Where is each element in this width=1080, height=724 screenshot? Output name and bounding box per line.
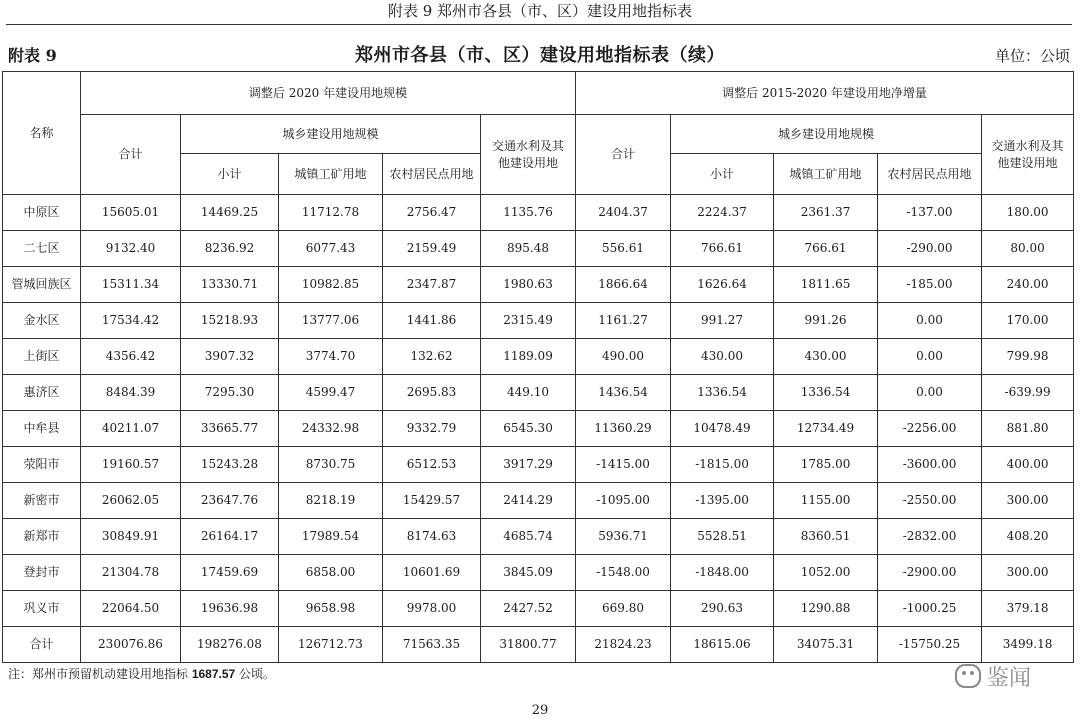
row-name: 二七区 bbox=[3, 231, 81, 267]
header-rural-residential-increase: 农村居民点用地 bbox=[878, 154, 982, 195]
footnote-suffix: 公顷。 bbox=[235, 667, 276, 681]
table-row bbox=[3, 519, 1074, 555]
land-index-table bbox=[2, 71, 1074, 663]
table-title: 郑州市各县（市、区）建设用地指标表（续） bbox=[355, 45, 725, 66]
header-transport-2020: 交通水利及其他建设用地 bbox=[481, 115, 576, 195]
cell-value: 26164.17 bbox=[181, 519, 279, 555]
header-town-mining-2020: 城镇工矿用地 bbox=[279, 154, 383, 195]
header-town-mining-increase: 城镇工矿用地 bbox=[774, 154, 878, 195]
cell-value: 15243.28 bbox=[181, 447, 279, 483]
cell-value: 22064.50 bbox=[81, 591, 181, 627]
cell-value: 881.80 bbox=[982, 411, 1074, 447]
row-name: 上街区 bbox=[3, 339, 81, 375]
cell-value: 1866.64 bbox=[576, 267, 671, 303]
cell-value: 9132.40 bbox=[81, 231, 181, 267]
cell-value: 71563.35 bbox=[383, 627, 481, 663]
cell-value: 1336.54 bbox=[774, 375, 878, 411]
cell-value: -2256.00 bbox=[878, 411, 982, 447]
cell-value: 13777.06 bbox=[279, 303, 383, 339]
cell-value: -1548.00 bbox=[576, 555, 671, 591]
header-transport-increase: 交通水利及其他建设用地 bbox=[982, 115, 1074, 195]
unit-label: 单位：公顷 bbox=[994, 47, 1070, 65]
cell-value: 1785.00 bbox=[774, 447, 878, 483]
cell-value: 1135.76 bbox=[481, 195, 576, 231]
cell-value: 30849.91 bbox=[81, 519, 181, 555]
cell-value: 40211.07 bbox=[81, 411, 181, 447]
watermark-text: 鉴闻 bbox=[987, 666, 1032, 691]
row-name: 管城回族区 bbox=[3, 267, 81, 303]
table-row bbox=[3, 627, 1074, 663]
cell-value: 132.62 bbox=[383, 339, 481, 375]
cell-value: 17534.42 bbox=[81, 303, 181, 339]
cell-value: 9978.00 bbox=[383, 591, 481, 627]
cell-value: 18615.06 bbox=[671, 627, 774, 663]
cell-value: 8730.75 bbox=[279, 447, 383, 483]
table-label: 附表 9 bbox=[8, 46, 57, 65]
header-subtotal-increase: 小计 bbox=[671, 154, 774, 195]
cell-value: 400.00 bbox=[982, 447, 1074, 483]
cell-value: -290.00 bbox=[878, 231, 982, 267]
cell-value: 24332.98 bbox=[279, 411, 383, 447]
cell-value: 31800.77 bbox=[481, 627, 576, 663]
cell-value: 4356.42 bbox=[81, 339, 181, 375]
cell-value: 1436.54 bbox=[576, 375, 671, 411]
cell-value: -1415.00 bbox=[576, 447, 671, 483]
cell-value: 0.00 bbox=[878, 339, 982, 375]
cell-value: 8174.63 bbox=[383, 519, 481, 555]
cell-value: 1161.27 bbox=[576, 303, 671, 339]
cell-value: 1626.64 bbox=[671, 267, 774, 303]
title-row bbox=[0, 44, 1080, 70]
cell-value: -3600.00 bbox=[878, 447, 982, 483]
watermark bbox=[955, 664, 1031, 690]
cell-value: 80.00 bbox=[982, 231, 1074, 267]
cell-value: 1189.09 bbox=[481, 339, 576, 375]
cell-value: 19160.57 bbox=[81, 447, 181, 483]
table-row bbox=[3, 195, 1074, 231]
cell-value: 379.18 bbox=[982, 591, 1074, 627]
cell-value: 6858.00 bbox=[279, 555, 383, 591]
row-name: 中原区 bbox=[3, 195, 81, 231]
header-subtotal-2020: 小计 bbox=[181, 154, 279, 195]
header-urban-rural-increase: 城乡建设用地规模 bbox=[671, 115, 982, 154]
cell-value: 556.61 bbox=[576, 231, 671, 267]
cell-value: -2900.00 bbox=[878, 555, 982, 591]
cell-value: 9658.98 bbox=[279, 591, 383, 627]
cell-value: 17459.69 bbox=[181, 555, 279, 591]
cell-value: 2347.87 bbox=[383, 267, 481, 303]
header-group-increase: 调整后 2015-2020 年建设用地净增量 bbox=[576, 72, 1074, 115]
cell-value: 430.00 bbox=[671, 339, 774, 375]
cell-value: 33665.77 bbox=[181, 411, 279, 447]
cell-value: 300.00 bbox=[982, 483, 1074, 519]
cell-value: 9332.79 bbox=[383, 411, 481, 447]
cell-value: 1980.63 bbox=[481, 267, 576, 303]
cell-value: 4685.74 bbox=[481, 519, 576, 555]
cell-value: 15311.34 bbox=[81, 267, 181, 303]
table-row bbox=[3, 483, 1074, 519]
row-name: 登封市 bbox=[3, 555, 81, 591]
cell-value: 7295.30 bbox=[181, 375, 279, 411]
table-row bbox=[3, 231, 1074, 267]
table-row bbox=[3, 375, 1074, 411]
cell-value: 2695.83 bbox=[383, 375, 481, 411]
header-group-2020: 调整后 2020 年建设用地规模 bbox=[81, 72, 576, 115]
cell-value: 23647.76 bbox=[181, 483, 279, 519]
cell-value: 8360.51 bbox=[774, 519, 878, 555]
row-name: 中牟县 bbox=[3, 411, 81, 447]
table-row bbox=[3, 303, 1074, 339]
cell-value: 2756.47 bbox=[383, 195, 481, 231]
cell-value: -2550.00 bbox=[878, 483, 982, 519]
table-row bbox=[3, 591, 1074, 627]
cell-value: -1095.00 bbox=[576, 483, 671, 519]
cell-value: 1155.00 bbox=[774, 483, 878, 519]
cell-value: 408.20 bbox=[982, 519, 1074, 555]
cell-value: 991.26 bbox=[774, 303, 878, 339]
cell-value: 2427.52 bbox=[481, 591, 576, 627]
cell-value: 1290.88 bbox=[774, 591, 878, 627]
cell-value: 766.61 bbox=[671, 231, 774, 267]
cell-value: 8218.19 bbox=[279, 483, 383, 519]
cell-value: 449.10 bbox=[481, 375, 576, 411]
cell-value: 13330.71 bbox=[181, 267, 279, 303]
cell-value: 3845.09 bbox=[481, 555, 576, 591]
cell-value: 3774.70 bbox=[279, 339, 383, 375]
table-row bbox=[3, 447, 1074, 483]
header-rural-residential-2020: 农村居民点用地 bbox=[383, 154, 481, 195]
cell-value: 240.00 bbox=[982, 267, 1074, 303]
cell-value: 15218.93 bbox=[181, 303, 279, 339]
footnote-value: 1687.57 bbox=[191, 667, 236, 681]
cell-value: 12734.49 bbox=[774, 411, 878, 447]
cell-value: 17989.54 bbox=[279, 519, 383, 555]
cell-value: 5936.71 bbox=[576, 519, 671, 555]
cell-value: 895.48 bbox=[481, 231, 576, 267]
cell-value: 10601.69 bbox=[383, 555, 481, 591]
table-row bbox=[3, 411, 1074, 447]
cell-value: 15429.57 bbox=[383, 483, 481, 519]
cell-value: 11712.78 bbox=[279, 195, 383, 231]
cell-value: 2159.49 bbox=[383, 231, 481, 267]
cell-value: 14469.25 bbox=[181, 195, 279, 231]
cell-value: 1052.00 bbox=[774, 555, 878, 591]
cell-value: 290.63 bbox=[671, 591, 774, 627]
row-name: 金水区 bbox=[3, 303, 81, 339]
row-name: 新郑市 bbox=[3, 519, 81, 555]
header-divider bbox=[6, 24, 1072, 25]
cell-value: 10982.85 bbox=[279, 267, 383, 303]
row-name: 惠济区 bbox=[3, 375, 81, 411]
table-row bbox=[3, 339, 1074, 375]
cell-value: 8484.39 bbox=[81, 375, 181, 411]
cell-value: -15750.25 bbox=[878, 627, 982, 663]
cell-value: 1811.65 bbox=[774, 267, 878, 303]
cell-value: 2315.49 bbox=[481, 303, 576, 339]
cell-value: -137.00 bbox=[878, 195, 982, 231]
row-name: 新密市 bbox=[3, 483, 81, 519]
cell-value: 198276.08 bbox=[181, 627, 279, 663]
cell-value: 15605.01 bbox=[81, 195, 181, 231]
cell-value: 300.00 bbox=[982, 555, 1074, 591]
header-name: 名称 bbox=[3, 72, 81, 195]
cell-value: 4599.47 bbox=[279, 375, 383, 411]
cell-value: 5528.51 bbox=[671, 519, 774, 555]
cell-value: -1848.00 bbox=[671, 555, 774, 591]
cell-value: -1000.25 bbox=[878, 591, 982, 627]
cell-value: 3499.18 bbox=[982, 627, 1074, 663]
wechat-icon bbox=[955, 664, 981, 688]
cell-value: 0.00 bbox=[878, 303, 982, 339]
row-name: 荥阳市 bbox=[3, 447, 81, 483]
cell-value: 19636.98 bbox=[181, 591, 279, 627]
table-row bbox=[3, 267, 1074, 303]
cell-value: 3917.29 bbox=[481, 447, 576, 483]
cell-value: 669.80 bbox=[576, 591, 671, 627]
cell-value: 21304.78 bbox=[81, 555, 181, 591]
cell-value: 6545.30 bbox=[481, 411, 576, 447]
cell-value: 170.00 bbox=[982, 303, 1074, 339]
cell-value: 6077.43 bbox=[279, 231, 383, 267]
cell-value: -1815.00 bbox=[671, 447, 774, 483]
cell-value: 2224.37 bbox=[671, 195, 774, 231]
table-body bbox=[3, 195, 1074, 663]
cell-value: 10478.49 bbox=[671, 411, 774, 447]
table-row bbox=[3, 555, 1074, 591]
row-name: 合计 bbox=[3, 627, 81, 663]
cell-value: -185.00 bbox=[878, 267, 982, 303]
cell-value: 126712.73 bbox=[279, 627, 383, 663]
cell-value: 1441.86 bbox=[383, 303, 481, 339]
row-name: 巩义市 bbox=[3, 591, 81, 627]
cell-value: -2832.00 bbox=[878, 519, 982, 555]
header-urban-rural-2020: 城乡建设用地规模 bbox=[181, 115, 481, 154]
page-number: 29 bbox=[531, 703, 549, 718]
footnote bbox=[8, 666, 275, 682]
cell-value: 11360.29 bbox=[576, 411, 671, 447]
cell-value: 0.00 bbox=[878, 375, 982, 411]
cell-value: 490.00 bbox=[576, 339, 671, 375]
cell-value: 6512.53 bbox=[383, 447, 481, 483]
cell-value: 766.61 bbox=[774, 231, 878, 267]
cell-value: 799.98 bbox=[982, 339, 1074, 375]
cell-value: 991.27 bbox=[671, 303, 774, 339]
running-header: 附表 9 郑州市各县（市、区）建设用地指标表 bbox=[387, 2, 693, 20]
cell-value: 2361.37 bbox=[774, 195, 878, 231]
cell-value: 3907.32 bbox=[181, 339, 279, 375]
header-total-2020: 合计 bbox=[81, 115, 181, 195]
cell-value: -1395.00 bbox=[671, 483, 774, 519]
cell-value: 1336.54 bbox=[671, 375, 774, 411]
cell-value: 180.00 bbox=[982, 195, 1074, 231]
cell-value: 430.00 bbox=[774, 339, 878, 375]
cell-value: 2414.29 bbox=[481, 483, 576, 519]
cell-value: 34075.31 bbox=[774, 627, 878, 663]
cell-value: 2404.37 bbox=[576, 195, 671, 231]
cell-value: 21824.23 bbox=[576, 627, 671, 663]
cell-value: 230076.86 bbox=[81, 627, 181, 663]
footnote-prefix: 注：郑州市预留机动建设用地指标 bbox=[8, 667, 192, 681]
header-total-increase: 合计 bbox=[576, 115, 671, 195]
cell-value: 8236.92 bbox=[181, 231, 279, 267]
cell-value: -639.99 bbox=[982, 375, 1074, 411]
cell-value: 26062.05 bbox=[81, 483, 181, 519]
